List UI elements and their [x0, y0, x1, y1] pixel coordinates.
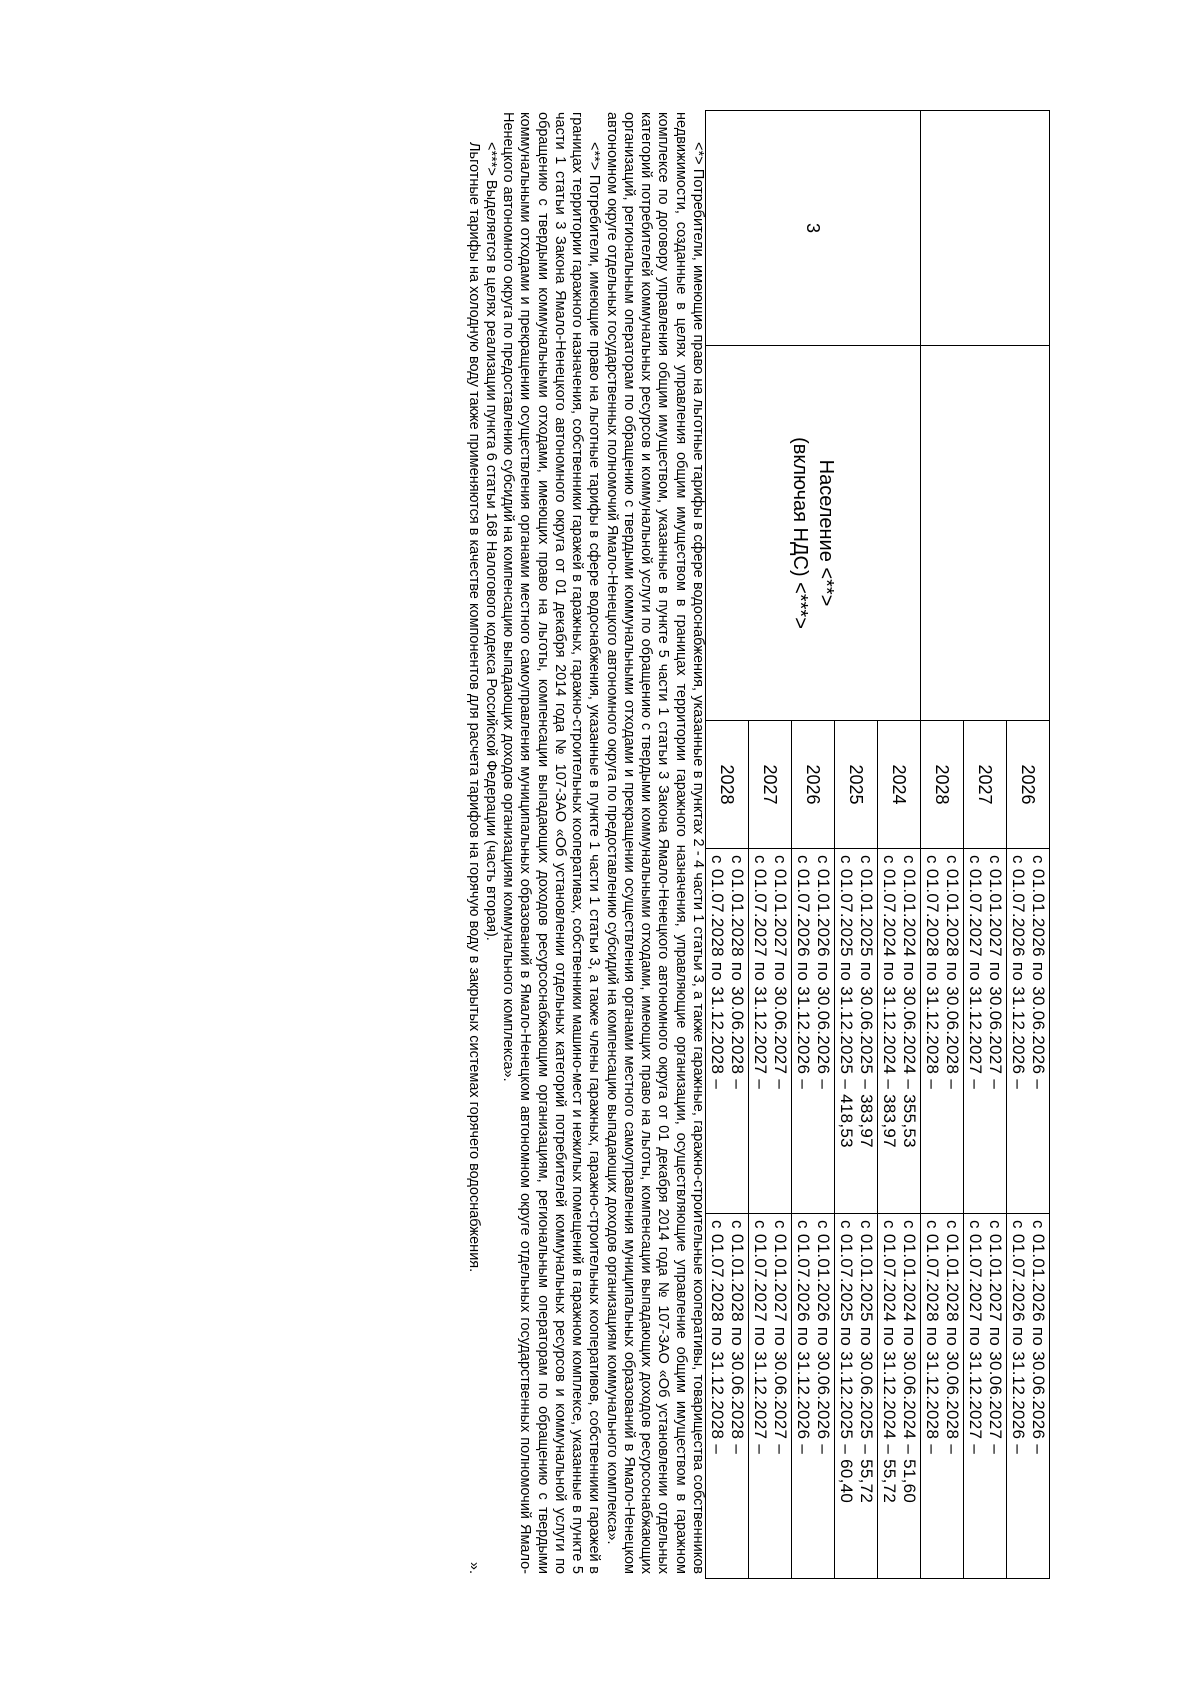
closing-text: Льготные тарифы на холодную воду также применяются в качестве компонентов для расчета тарифов на горячую воду в закрытых системах горячего водоснабжения.: [465, 142, 482, 1273]
period-line: с 01.07.2027 по 31.12.2027 –: [751, 855, 770, 1090]
period-line: с 01.07.2028 по 31.12.2028 –: [923, 855, 942, 1090]
period-cell: [749, 1214, 792, 1579]
period-cell: [706, 1214, 749, 1579]
period-line: с 01.01.2026 по 30.06.2026 –: [1029, 1220, 1048, 1455]
period-line: с 01.01.2025 по 30.06.2025 – 55,72: [857, 1220, 876, 1504]
period-line: с 01.01.2028 по 30.06.2028 –: [943, 1220, 962, 1455]
closing-paragraph: [465, 112, 482, 1574]
period-cell: [964, 849, 1007, 1214]
period-line: с 01.07.2026 по 31.12.2026 –: [1009, 1220, 1028, 1455]
empty-number-cell: [921, 111, 1050, 346]
period-line: с 01.07.2024 по 31.12.2024 – 383,97: [880, 855, 899, 1148]
closing-quote: ».: [465, 1561, 482, 1574]
period-line: с 01.07.2028 по 31.12.2028 –: [708, 1220, 727, 1455]
period-cell: [921, 849, 964, 1214]
year-cell: 2028: [706, 721, 749, 849]
tariff-table: [705, 110, 1050, 1579]
table-row: [1007, 111, 1050, 1579]
period-line: с 01.07.2026 по 31.12.2026 –: [794, 855, 813, 1090]
year-cell: 2027: [964, 721, 1007, 849]
period-cell: [964, 1214, 1007, 1579]
period-line: с 01.07.2027 по 31.12.2027 –: [966, 1220, 985, 1455]
period-line: с 01.01.2026 по 30.06.2026 –: [814, 855, 833, 1090]
category-line-2: (включая НДС) <***>: [789, 437, 811, 629]
period-line: с 01.01.2026 по 30.06.2026 –: [1029, 855, 1048, 1090]
year-cell: 2028: [921, 721, 964, 849]
period-line: с 01.01.2028 по 30.06.2028 –: [943, 855, 962, 1090]
period-line: с 01.07.2026 по 31.12.2026 –: [1009, 855, 1028, 1090]
period-cell: [792, 849, 835, 1214]
footnote-2: <**> Потребители, имеющие право на льготные тарифы в сфере водоснабжения, указанные в пункте 1 части 1 статьи 3, а также члены гаражных, гаражно-строительных кооперативов, собственники гаражей в границах территории гаражного назначения, собственники гаражей в гаражных, гаражно-строительных кооперативах, собственники машино-мест и нежилых помещений в гаражном комплексе, указанные в пункте 5 части 1 статьи 3 Закона Ямало-Ненецкого автономного округа от 01 декабря 2014 года № 107-ЗАО «Об установлении отдельных категорий потребителей коммунальных ресурсов и коммунальной услуги по обращению с твердыми коммунальными отходами, имеющих право на льготы, компенсации выпадающих доходов ресурсоснабжающим организациям, региональным операторам по обращению с твердыми коммунальными отходами и прекращении осуществления органами местного самоуправления муниципальных образований в Ямало-Ненецком автономном округе отдельных государственных полномочий Ямало-Ненецкого автономного округа по предоставлению субсидий на компенсацию выпадающих доходов организациям коммунального комплекса».: [500, 112, 603, 1574]
period-cell: [1007, 849, 1050, 1214]
period-line: с 01.01.2024 по 30.06.2024 – 51,60: [900, 1220, 919, 1504]
period-line: с 01.01.2027 по 30.06.2027 –: [771, 855, 790, 1090]
empty-category-cell: [921, 346, 1050, 721]
year-cell: 2025: [835, 721, 878, 849]
period-line: с 01.01.2028 по 30.06.2028 –: [728, 855, 747, 1090]
footnotes: [465, 112, 707, 1574]
period-cell: [706, 849, 749, 1214]
period-line: с 01.07.2027 по 31.12.2027 –: [751, 1220, 770, 1455]
period-line: с 01.07.2025 по 31.12.2025 – 60,40: [837, 1220, 856, 1504]
period-cell: [878, 849, 921, 1214]
period-line: с 01.01.2026 по 30.06.2026 –: [814, 1220, 833, 1455]
period-cell: [835, 849, 878, 1214]
footnote-3: <***> Выделяется в целях реализации пункта 6 статьи 168 Налогового кодекса Российской Федерации (часть вторая).: [483, 142, 499, 941]
period-line: с 01.07.2024 по 31.12.2024 – 55,72: [880, 1220, 899, 1504]
table-row: [878, 111, 921, 1579]
period-line: с 01.07.2027 по 31.12.2027 –: [966, 855, 985, 1090]
period-line: с 01.01.2028 по 30.06.2028 –: [728, 1220, 747, 1455]
period-cell: [835, 1214, 878, 1579]
year-cell: 2026: [1007, 721, 1050, 849]
footnote-1: <*> Потребители, имеющие право на льготные тарифы в сфере водоснабжения, указанные в пунктах 2 - 4 части 1 статьи 3, а также гаражные, гаражно-строительные кооперативы, товарищества собственников недвижимости, созданные в целях управления общим имуществом в границах территории гаражного назначения, управляющие организации, осуществляющие управление общим имуществом в гаражном комплексе по договору управления общим имуществом, указанные в пункте 5 части 1 статьи 3 Закона Ямало-Ненецкого автономного округа от 01 декабря 2014 года № 107-ЗАО «Об установлении отдельных категорий потребителей коммунальных ресурсов и коммунальной услуги по обращению с твердыми коммунальными отходами, имеющих право на льготы, компенсации выпадающих доходов ресурсоснабжающих организаций, региональным операторам по обращению с твердыми коммунальными отходами и прекращении осуществления органами местного самоуправления муниципальных образований в Ямало-Ненецком автономном округе отдельных государственных полномочий Ямало-Ненецкого автономного округа по предоставлению субсидий на компенсацию выпадающих доходов организациям коммунального комплекса».: [603, 112, 706, 1574]
category-cell: [706, 346, 921, 721]
year-cell: 2024: [878, 721, 921, 849]
period-cell: [1007, 1214, 1050, 1579]
row-number-cell: 3: [706, 111, 921, 346]
period-line: с 01.01.2027 по 30.06.2027 –: [986, 855, 1005, 1090]
period-line: с 01.01.2025 по 30.06.2025 – 383,97: [857, 855, 876, 1148]
period-cell: [749, 849, 792, 1214]
period-line: с 01.01.2027 по 30.06.2027 –: [771, 1220, 790, 1455]
period-cell: [878, 1214, 921, 1579]
period-line: с 01.07.2026 по 31.12.2026 –: [794, 1220, 813, 1455]
period-cell: [792, 1214, 835, 1579]
period-cell: [921, 1214, 964, 1579]
year-cell: 2026: [792, 721, 835, 849]
period-line: с 01.01.2027 по 30.06.2027 –: [986, 1220, 1005, 1455]
period-line: с 01.07.2028 по 31.12.2028 –: [923, 1220, 942, 1455]
period-line: с 01.01.2024 по 30.06.2024 – 355,53: [900, 855, 919, 1148]
year-cell: 2027: [749, 721, 792, 849]
period-line: с 01.07.2028 по 31.12.2028 –: [708, 855, 727, 1090]
category-line-1: Население <**>: [815, 459, 837, 607]
period-line: с 01.07.2025 по 31.12.2025 – 418,53: [837, 855, 856, 1148]
